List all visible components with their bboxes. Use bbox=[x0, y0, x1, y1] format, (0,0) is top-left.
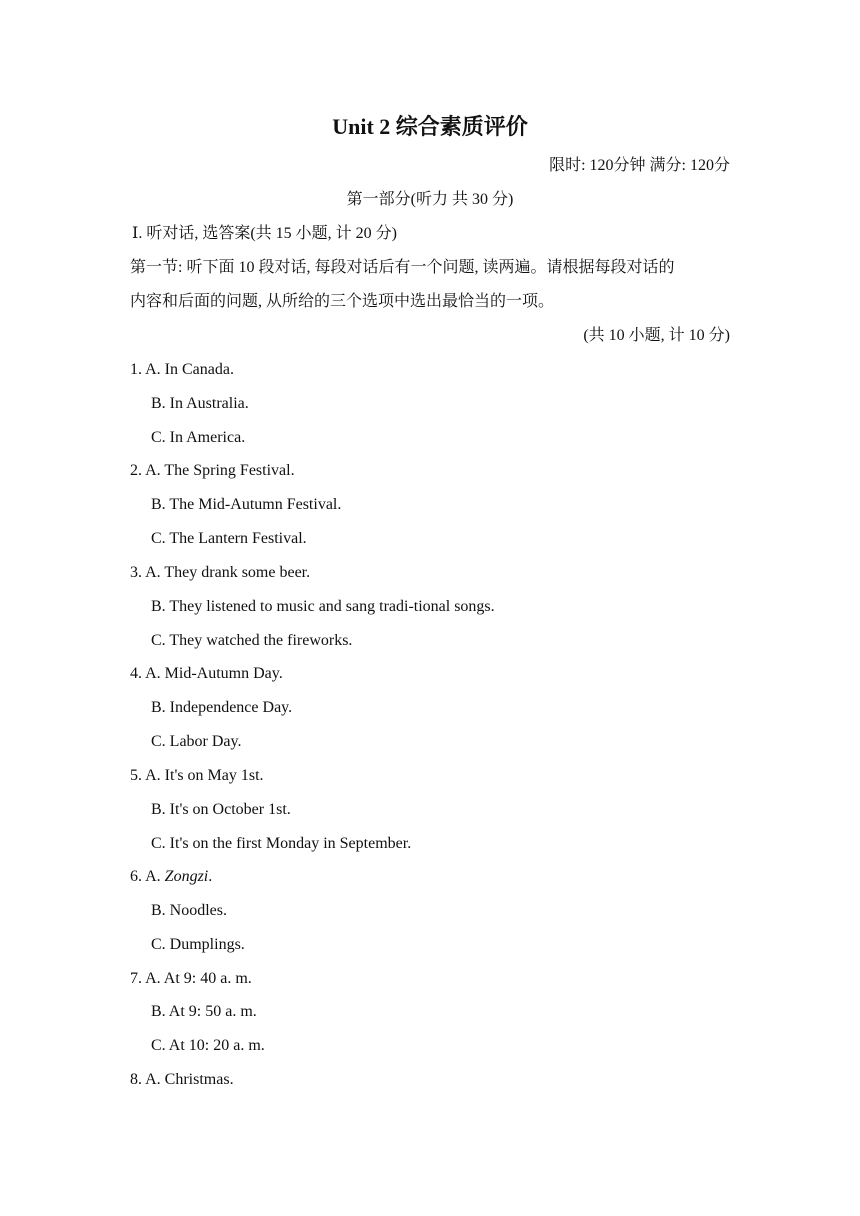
question-6-option-a bbox=[130, 866, 212, 888]
question-6-option-b: B. Noodles. bbox=[151, 902, 227, 919]
question-2-option-a: 2. A. The Spring Festival. bbox=[130, 462, 295, 479]
question-5-option-c: C. It's on the first Monday in September. bbox=[151, 835, 412, 852]
question-7-option-c: C. At 10: 20 a. m. bbox=[151, 1037, 265, 1054]
question-3-option-b: B. They listened to music and sang tradi-tional songs. bbox=[151, 598, 495, 615]
page-title: Unit 2 综合素质评价 bbox=[332, 114, 528, 139]
instruction-line-1: 第一节: 听下面 10 段对话, 每段对话后有一个问题, 读两遍。请根据每段对话的 bbox=[130, 259, 675, 276]
question-4-option-b: B. Independence Day. bbox=[151, 699, 293, 716]
time-score-info: 限时: 120分钟 满分: 120分 bbox=[549, 157, 730, 174]
question-6-option-a-prefix: 6. A. bbox=[130, 868, 165, 885]
question-5-option-b: B. It's on October 1st. bbox=[151, 801, 291, 818]
question-3-option-a: 3. A. They drank some beer. bbox=[130, 564, 311, 581]
question-7-option-b: B. At 9: 50 a. m. bbox=[151, 1003, 257, 1020]
question-2-option-c: C. The Lantern Festival. bbox=[151, 530, 307, 547]
question-4-option-c: C. Labor Day. bbox=[151, 733, 242, 750]
instruction-line-2: 内容和后面的问题, 从所给的三个选项中选出最恰当的一项。 bbox=[130, 293, 555, 310]
question-6-option-c: C. Dumplings. bbox=[151, 936, 245, 953]
question-5-option-a: 5. A. It's on May 1st. bbox=[130, 767, 264, 784]
question-6-option-a-italic: Zongzi bbox=[164, 868, 209, 885]
question-1-option-b: B. In Australia. bbox=[151, 395, 249, 412]
question-2-option-b: B. The Mid-Autumn Festival. bbox=[151, 496, 342, 513]
question-1-option-c: C. In America. bbox=[151, 429, 246, 446]
question-1-option-a: 1. A. In Canada. bbox=[130, 361, 234, 378]
question-7-option-a: 7. A. At 9: 40 a. m. bbox=[130, 970, 252, 987]
subsection-score: (共 10 小题, 计 10 分) bbox=[583, 327, 730, 344]
question-6-option-a-suffix: . bbox=[208, 868, 213, 885]
question-3-option-c: C. They watched the fireworks. bbox=[151, 632, 353, 649]
question-8-option-a: 8. A. Christmas. bbox=[130, 1071, 234, 1088]
section-heading: Ⅰ. 听对话, 选答案(共 15 小题, 计 20 分) bbox=[132, 225, 397, 242]
question-4-option-a: 4. A. Mid-Autumn Day. bbox=[130, 665, 283, 682]
part-one-heading: 第一部分(听力 共 30 分) bbox=[346, 191, 514, 208]
